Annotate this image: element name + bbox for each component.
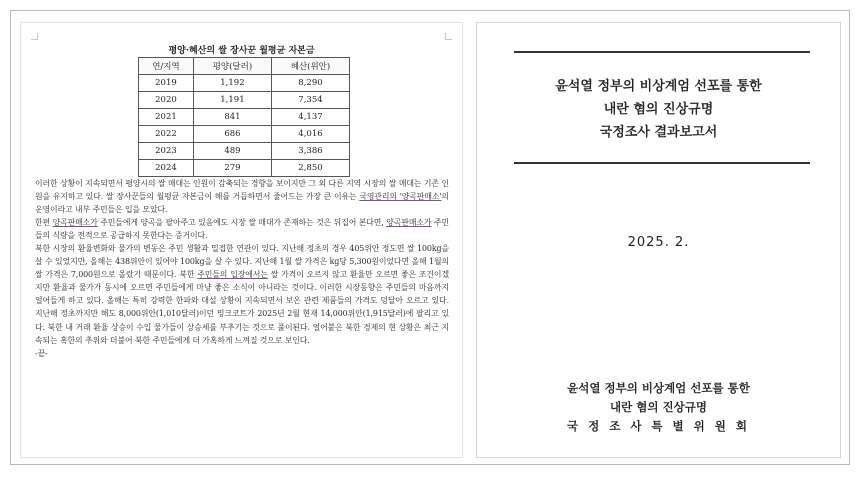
document-page-left [20, 22, 463, 458]
table-cell: 2,850 [271, 160, 349, 177]
issuer-line: 내란 혐의 진상규명 [610, 400, 707, 414]
report-title [477, 75, 840, 144]
table-cell: 8,290 [271, 75, 349, 92]
document-page-right [476, 22, 841, 458]
text-run: 한편 [35, 218, 53, 228]
underlined-phrase: 양곡판매소가 [52, 218, 98, 228]
report-date: 2025. 2. [627, 235, 690, 250]
table-row [139, 160, 350, 177]
table-cell: 4,137 [271, 109, 349, 126]
table-row [139, 92, 350, 109]
table-cell: 2020 [139, 92, 194, 109]
table-row [139, 126, 350, 143]
text-run: 의 운영이라고 내부 주민들은 입을 모았다. [35, 192, 449, 215]
table-row [139, 143, 350, 160]
bottom-rule [514, 162, 810, 164]
table-row [139, 75, 350, 92]
table-cell: 2024 [139, 160, 194, 177]
table-cell: 3,386 [271, 143, 349, 160]
table-cell: 2021 [139, 109, 194, 126]
table-cell: 7,354 [271, 92, 349, 109]
paragraph [35, 242, 449, 346]
top-rule [514, 51, 810, 53]
table-header-cell: 평양(달러) [193, 58, 271, 75]
text-run: 북한 시장의 환율변화와 물가의 변동은 주민 생활과 밀접한 연관이 있다. 지난해 정초의 경우 405위안 정도면 쌀 100kg을 살 수 있었지만, 올해는 438위안이 있어야 100kg을 살 수 있다. 지난해 1월 쌀 가격은 kg당 5,300원이었다면 올해 1월의 쌀 가격은 7,000원으로 올랐기 때문이다. 북한 [35, 244, 449, 280]
table-cell: 1,192 [193, 75, 271, 92]
table-header-cell: 연/지역 [139, 58, 194, 75]
report-title-line: 내란 혐의 진상규명 [603, 102, 714, 117]
table-header-row [139, 58, 350, 75]
text-run: 쌀 가격이 오르지 않고 환율만 오르면 좋은 조건이겠지만 환율과 물가가 동시에 오르면 주민들에게 마냥 좋은 소식이 아니라는 것이다. 이러한 시장동향은 주민들의 마음까지 얼어들게 하고 있다. 올해는 특히 강력한 한파와 대설 상황이 지속되면서 보온 관련 제품들의 가격도 덩달아 오르고 있다. 지난해 정초까지만 해도 8,000위안(1,010달러)이던 밍크코트가 2025년 2월 현재 14,000위안(1,915달러)에 팔리고 있다. 북한 내 거래 환율 상승이 수입 물가들이 상승세를 부추기는 것으로 풀이된다. 얼어붙은 북한 경제의 현 상황은 최근 지속되는 혹한의 추위와 더불어 북한 주민들에게 더 가혹하게 느껴질 것으로 보인다. [35, 270, 449, 345]
issuer-committee: 국 정 조 사 특 별 위 원 회 [566, 419, 750, 433]
table-cell: 2019 [139, 75, 194, 92]
end-mark: -끝- [35, 348, 48, 358]
table-cell: 2023 [139, 143, 194, 160]
table-header-cell: 혜산(위안) [271, 58, 349, 75]
table-cell: 686 [193, 126, 271, 143]
paragraph [35, 216, 449, 242]
text-run: 주민들의 식량을 전적으로 공급하지 못한다는 증거이다. [35, 218, 449, 241]
report-title-line: 국정조사 결과보고서 [599, 125, 718, 140]
crop-mark-top-left [31, 33, 38, 40]
underlined-phrase: 주민들의 입장에서는 [197, 270, 268, 280]
table-row [139, 109, 350, 126]
paragraph [35, 177, 449, 216]
table-cell: 2022 [139, 126, 194, 143]
issuer-block [477, 379, 840, 436]
table-title: 평양·혜산의 쌀 장사꾼 월평균 자본금 [168, 46, 315, 56]
underlined-phrase: 국영관리의 '양곡판매소' [359, 192, 442, 202]
body-text [35, 177, 449, 360]
text-run: 주민들에게 양곡을 팔아주고 있음에도 시장 쌀 매대가 존재하는 것은 뒤집어 본다면, [97, 218, 387, 228]
capital-table [138, 57, 350, 177]
table-cell: 841 [193, 109, 271, 126]
table-cell: 1,191 [193, 92, 271, 109]
crop-mark-top-right [445, 33, 452, 40]
text-run: 이러한 상황이 지속되면서 평양시의 쌀 매대는 인원이 감축되는 경향을 보이지만 그 외 다른 지역 시장의 쌀 매대는 기존 인원을 유지하고 있다. 쌀 장사꾼들의 월평균 자본금이 해를 거듭하면서 줄어드는 가장 큰 이유는 [35, 179, 449, 202]
underlined-phrase: 양곡판매소가 [386, 218, 432, 228]
table-cell: 4,016 [271, 126, 349, 143]
table-cell: 489 [193, 143, 271, 160]
table-cell: 279 [193, 160, 271, 177]
report-title-line: 윤석열 정부의 비상계엄 선포를 통한 [555, 79, 762, 94]
issuer-line: 윤석열 정부의 비상계엄 선포를 통한 [567, 381, 750, 395]
